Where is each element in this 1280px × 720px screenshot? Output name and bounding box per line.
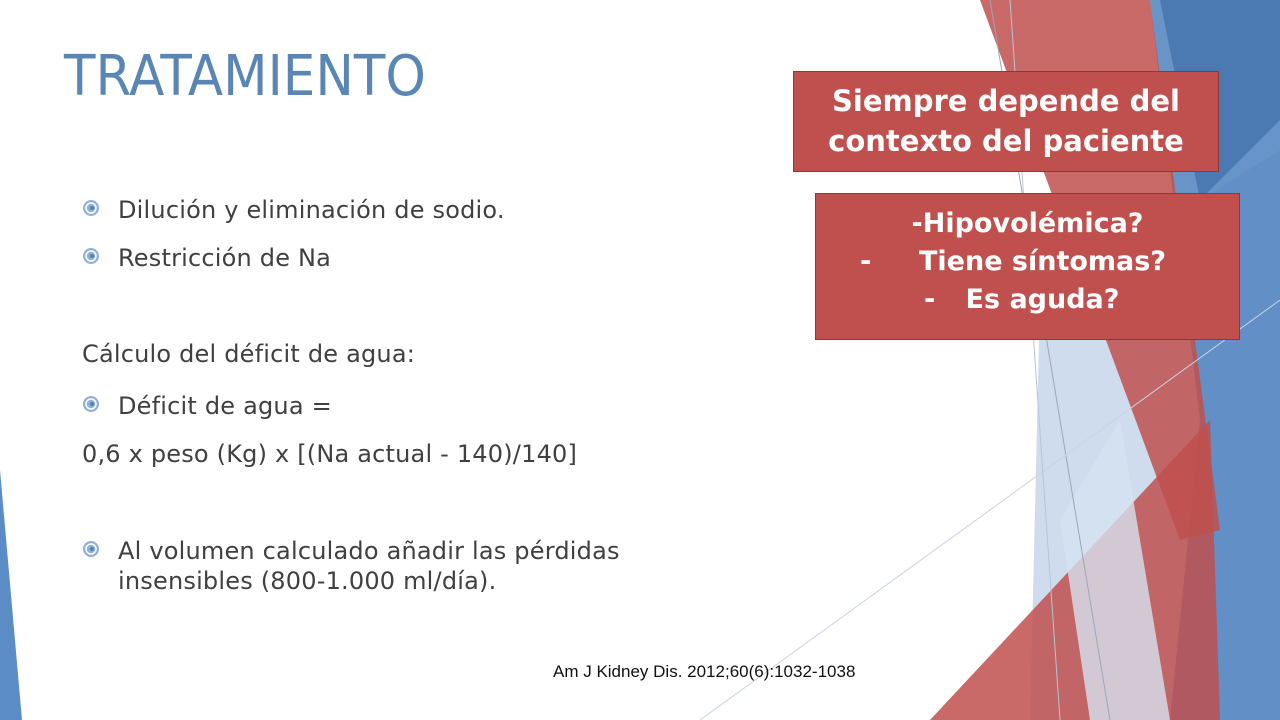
- swirl-bullet-icon: [82, 199, 100, 217]
- text-formula: 0,6 x peso (Kg) x [(Na actual - 140)/140]: [82, 440, 578, 468]
- citation-text: Am J Kidney Dis. 2012;60(6):1032-1038: [553, 662, 856, 681]
- callout-sintomas: Tiene síntomas?: [918, 246, 1166, 277]
- callout-aguda: Es aguda?: [965, 284, 1120, 315]
- callout-contexto-line2: contexto del paciente: [828, 124, 1184, 158]
- bullet-deficit: Déficit de agua =: [118, 392, 332, 420]
- swirl-bullet-icon: [82, 540, 100, 558]
- text-calculo: Cálculo del déficit de agua:: [82, 340, 416, 368]
- callout-row-hipovolemica: [816, 205, 1239, 243]
- bullet-dilucion: Dilución y eliminación de sodio.: [118, 196, 505, 224]
- left-blue-stripe: [0, 470, 22, 720]
- bullet-volumen: Al volumen calculado añadir las pérdidas: [118, 537, 620, 565]
- callout-preguntas: [815, 193, 1240, 340]
- bullet-volumen-cont: insensibles (800-1.000 ml/día).: [118, 567, 497, 595]
- callout-contexto: [793, 71, 1219, 172]
- bullet-restriccion: Restricción de Na: [118, 244, 332, 272]
- swirl-bullet-icon: [82, 395, 100, 413]
- callout-row-aguda: [816, 281, 1239, 319]
- callout-hipovolemica: -Hipovolémica?: [911, 208, 1144, 239]
- dash-marker: -: [860, 246, 872, 277]
- callout-row-sintomas: [816, 243, 1239, 281]
- swirl-bullet-icon: [82, 247, 100, 265]
- slide-title: TRATAMIENTO: [64, 44, 426, 109]
- dash-marker: -: [924, 284, 936, 315]
- callout-contexto-line1: Siempre depende del: [832, 84, 1180, 118]
